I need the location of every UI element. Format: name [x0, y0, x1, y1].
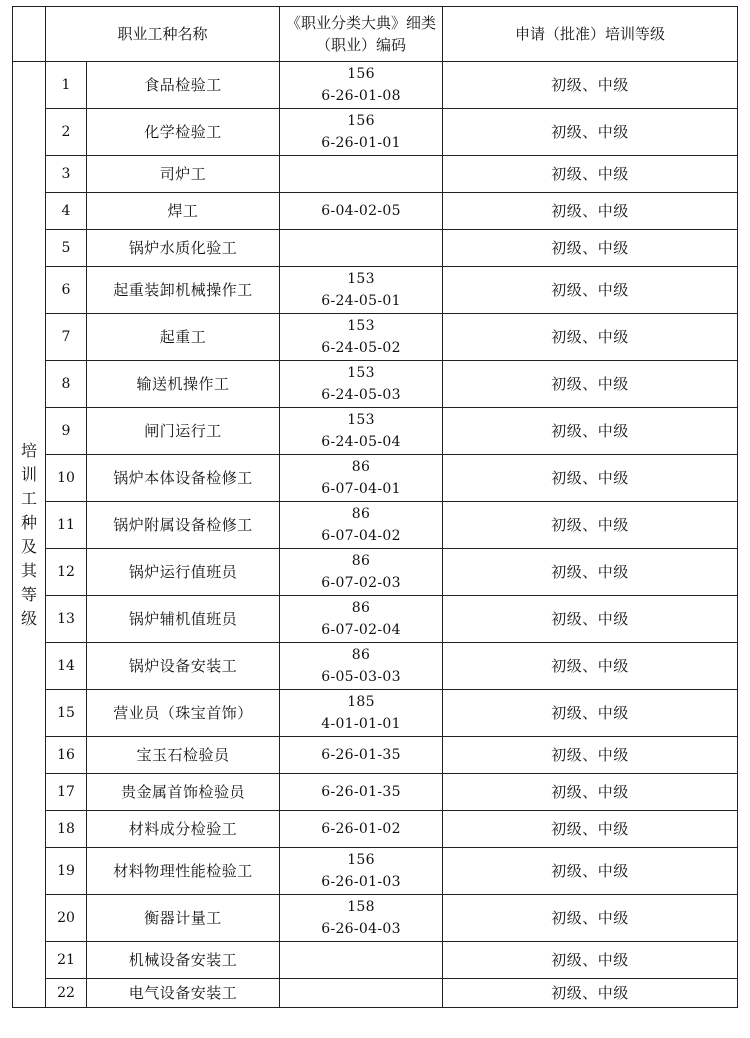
- occupation-name: 锅炉水质化验工: [87, 230, 280, 267]
- code-line-1: 86: [351, 459, 371, 475]
- training-table-page: [12, 6, 737, 1008]
- occupation-name: 闸门运行工: [87, 408, 280, 455]
- training-level: 初级、中级: [443, 774, 738, 811]
- code-line-2: 4-01-01-01: [321, 716, 401, 732]
- classification-code: [280, 455, 443, 502]
- classification-code: [280, 737, 443, 774]
- classification-code: [280, 361, 443, 408]
- classification-code: [280, 643, 443, 690]
- occupation-name: 食品检验工: [87, 62, 280, 109]
- row-number: 17: [46, 774, 87, 811]
- table-row: [13, 549, 738, 596]
- training-level: 初级、中级: [443, 895, 738, 942]
- training-level: 初级、中级: [443, 737, 738, 774]
- training-level: 初级、中级: [443, 942, 738, 979]
- classification-code: [280, 314, 443, 361]
- code-line-2: 6-24-05-03: [321, 387, 401, 403]
- classification-code: [280, 895, 443, 942]
- classification-code: [280, 811, 443, 848]
- row-number: 20: [46, 895, 87, 942]
- occupation-name: 宝玉石检验员: [87, 737, 280, 774]
- occupation-name: 化学检验工: [87, 109, 280, 156]
- training-level: 初级、中级: [443, 156, 738, 193]
- table-row: [13, 895, 738, 942]
- occupation-name: 锅炉辅机值班员: [87, 596, 280, 643]
- occupation-name: 司炉工: [87, 156, 280, 193]
- table-row: [13, 193, 738, 230]
- code-line-1: 158: [347, 899, 375, 915]
- row-number: 3: [46, 156, 87, 193]
- classification-code: [280, 109, 443, 156]
- code-line-2: 6-07-02-04: [321, 622, 401, 638]
- table-header: [13, 7, 738, 62]
- training-level: 初级、中级: [443, 408, 738, 455]
- training-level: 初级、中级: [443, 455, 738, 502]
- classification-code: [280, 942, 443, 979]
- row-number: 12: [46, 549, 87, 596]
- table-row: [13, 596, 738, 643]
- training-level: 初级、中级: [443, 502, 738, 549]
- training-level: 初级、中级: [443, 549, 738, 596]
- code-line-1: 6-26-01-35: [321, 784, 401, 800]
- header-code-line-2: （职业）编码: [316, 36, 407, 54]
- occupation-name: 材料成分检验工: [87, 811, 280, 848]
- row-number: 5: [46, 230, 87, 267]
- header-training-level: 申请（批准）培训等级: [443, 7, 738, 62]
- code-line-1: 156: [347, 852, 375, 868]
- classification-code: [280, 230, 443, 267]
- training-level: 初级、中级: [443, 361, 738, 408]
- classification-code: [280, 62, 443, 109]
- code-line-2: 6-24-05-04: [321, 434, 401, 450]
- header-classification-code: [280, 7, 443, 62]
- training-level: 初级、中级: [443, 230, 738, 267]
- training-level: 初级、中级: [443, 267, 738, 314]
- classification-code: [280, 156, 443, 193]
- occupation-name: 机械设备安装工: [87, 942, 280, 979]
- code-line-2: 6-26-04-03: [321, 921, 401, 937]
- row-number: 13: [46, 596, 87, 643]
- code-line-1: 86: [351, 600, 371, 616]
- code-line-2: 6-07-04-01: [321, 481, 401, 497]
- classification-code: [280, 596, 443, 643]
- code-line-1: 86: [351, 553, 371, 569]
- occupation-name: 电气设备安装工: [87, 979, 280, 1008]
- occupation-name: 起重装卸机械操作工: [87, 267, 280, 314]
- classification-code: [280, 848, 443, 895]
- occupation-name: 焊工: [87, 193, 280, 230]
- classification-code: [280, 408, 443, 455]
- side-category-cell: [13, 62, 46, 1008]
- table-row: [13, 408, 738, 455]
- classification-code: [280, 267, 443, 314]
- code-line-2: 6-24-05-02: [321, 340, 401, 356]
- table-row: [13, 361, 738, 408]
- occupation-name: 衡器计量工: [87, 895, 280, 942]
- occupation-name: 营业员（珠宝首饰）: [87, 690, 280, 737]
- header-code-line-1: 《职业分类大典》细类: [286, 14, 437, 32]
- code-line-2: 6-26-01-08: [321, 88, 401, 104]
- row-number: 9: [46, 408, 87, 455]
- row-number: 14: [46, 643, 87, 690]
- code-line-1: 153: [347, 365, 375, 381]
- training-level: 初级、中级: [443, 109, 738, 156]
- table-row: [13, 455, 738, 502]
- table-body: [13, 62, 738, 1008]
- row-number: 4: [46, 193, 87, 230]
- training-table: [12, 6, 738, 1008]
- code-line-1: 86: [351, 506, 371, 522]
- table-row: [13, 314, 738, 361]
- occupation-name: 起重工: [87, 314, 280, 361]
- row-number: 22: [46, 979, 87, 1008]
- training-level: 初级、中级: [443, 690, 738, 737]
- code-line-1: 86: [351, 647, 371, 663]
- code-line-1: 185: [347, 694, 375, 710]
- occupation-name: 锅炉附属设备检修工: [87, 502, 280, 549]
- table-row: [13, 979, 738, 1008]
- side-category-label: 培训工种及其等级: [20, 440, 37, 628]
- table-row: [13, 156, 738, 193]
- code-line-1: 156: [347, 66, 375, 82]
- classification-code: [280, 502, 443, 549]
- row-number: 10: [46, 455, 87, 502]
- row-number: 6: [46, 267, 87, 314]
- table-row: [13, 811, 738, 848]
- training-level: 初级、中级: [443, 314, 738, 361]
- table-row: [13, 643, 738, 690]
- occupation-name: 锅炉本体设备检修工: [87, 455, 280, 502]
- code-line-2: 6-07-02-03: [321, 575, 401, 591]
- row-number: 2: [46, 109, 87, 156]
- classification-code: [280, 549, 443, 596]
- training-level: 初级、中级: [443, 193, 738, 230]
- training-level: 初级、中级: [443, 643, 738, 690]
- code-line-1: 153: [347, 318, 375, 334]
- code-line-2: 6-07-04-02: [321, 528, 401, 544]
- row-number: 18: [46, 811, 87, 848]
- table-row: [13, 774, 738, 811]
- code-line-1: 6-04-02-05: [321, 203, 401, 219]
- classification-code: [280, 193, 443, 230]
- table-row: [13, 109, 738, 156]
- code-line-1: 6-26-01-35: [321, 747, 401, 763]
- code-line-1: 153: [347, 271, 375, 287]
- header-corner-cell: [13, 7, 46, 62]
- row-number: 16: [46, 737, 87, 774]
- row-number: 21: [46, 942, 87, 979]
- occupation-name: 锅炉运行值班员: [87, 549, 280, 596]
- training-level: 初级、中级: [443, 62, 738, 109]
- classification-code: [280, 774, 443, 811]
- table-row: [13, 848, 738, 895]
- occupation-name: 输送机操作工: [87, 361, 280, 408]
- row-number: 7: [46, 314, 87, 361]
- classification-code: [280, 979, 443, 1008]
- occupation-name: 材料物理性能检验工: [87, 848, 280, 895]
- table-row: [13, 62, 738, 109]
- occupation-name: 锅炉设备安装工: [87, 643, 280, 690]
- code-line-2: 6-05-03-03: [321, 669, 401, 685]
- table-row: [13, 690, 738, 737]
- row-number: 11: [46, 502, 87, 549]
- table-row: [13, 267, 738, 314]
- row-number: 8: [46, 361, 87, 408]
- table-row: [13, 942, 738, 979]
- training-level: 初级、中级: [443, 848, 738, 895]
- occupation-name: 贵金属首饰检验员: [87, 774, 280, 811]
- code-line-1: 6-26-01-02: [321, 821, 401, 837]
- table-row: [13, 737, 738, 774]
- code-line-1: 156: [347, 113, 375, 129]
- row-number: 1: [46, 62, 87, 109]
- code-line-2: 6-26-01-03: [321, 874, 401, 890]
- header-occupation-name: 职业工种名称: [46, 7, 280, 62]
- training-level: 初级、中级: [443, 811, 738, 848]
- table-row: [13, 230, 738, 267]
- code-line-1: 153: [347, 412, 375, 428]
- training-level: 初级、中级: [443, 979, 738, 1008]
- row-number: 15: [46, 690, 87, 737]
- row-number: 19: [46, 848, 87, 895]
- code-line-2: 6-24-05-01: [321, 293, 401, 309]
- code-line-2: 6-26-01-01: [321, 135, 401, 151]
- classification-code: [280, 690, 443, 737]
- training-level: 初级、中级: [443, 596, 738, 643]
- table-row: [13, 502, 738, 549]
